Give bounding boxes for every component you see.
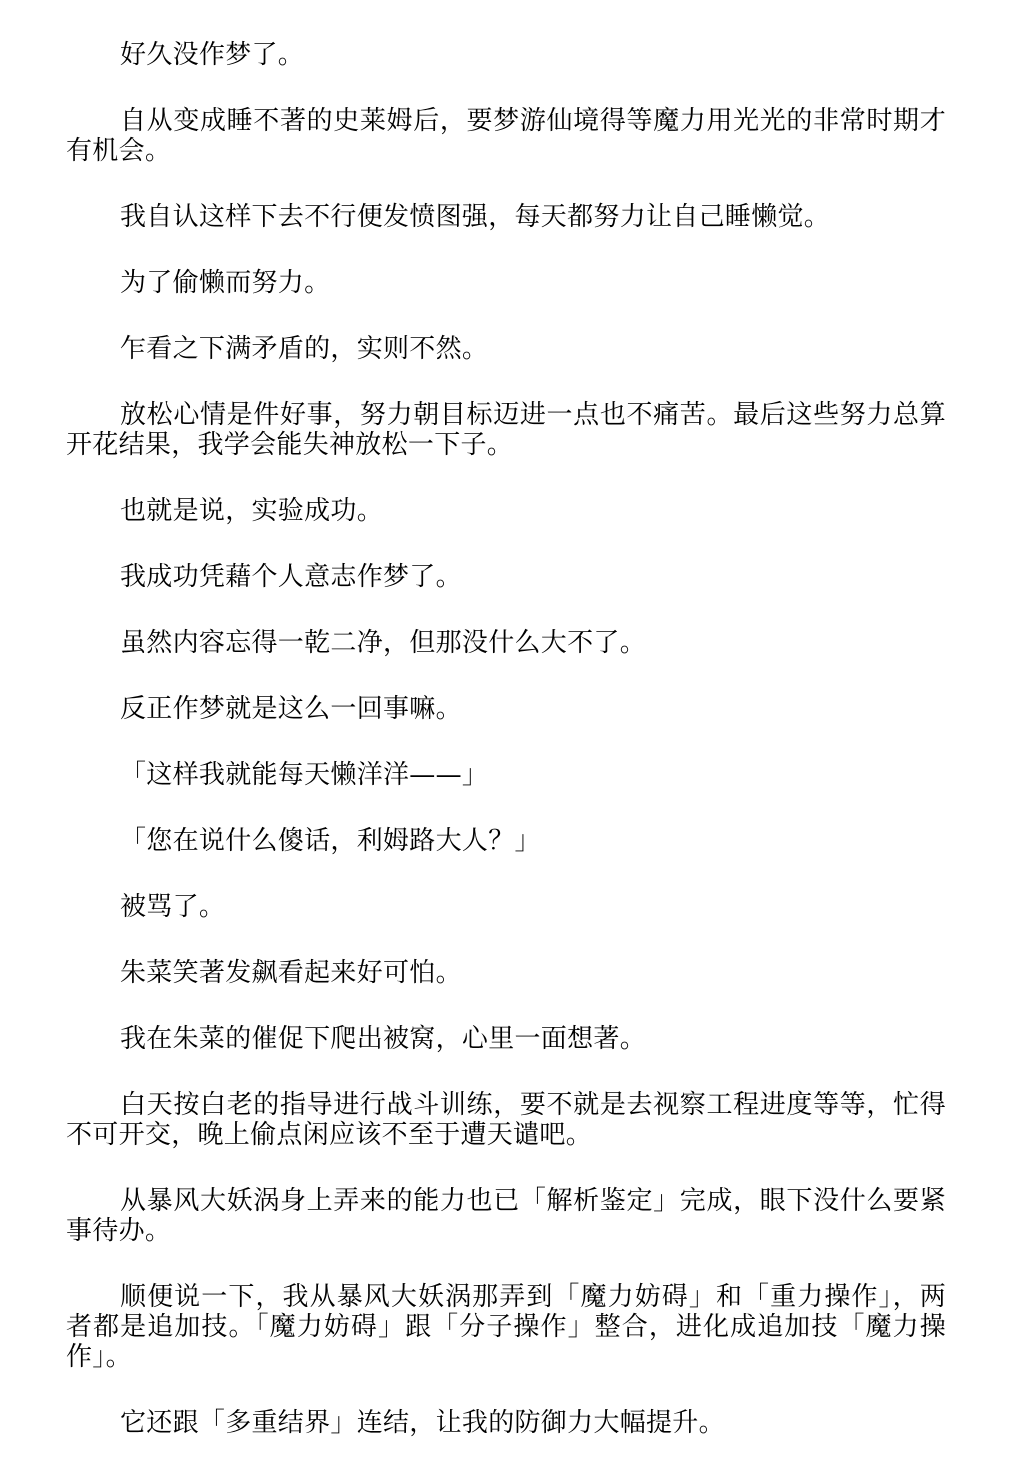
paragraph-1: 好久没作梦了。: [120, 40, 305, 70]
paragraph-18: 顺便说一下，我从暴风大妖涡那弄到「魔力妨碍」和「重力操作」，两者都是追加技。「魔力妨碍」跟「分子操作」整合，进化成追加技「魔力操作」。: [66, 1282, 946, 1372]
paragraph-4: 为了偷懒而努力。: [120, 268, 331, 298]
document-page: [66, 40, 946, 1474]
paragraph-8: 我成功凭藉个人意志作梦了。: [120, 562, 462, 592]
paragraph-15: 我在朱菜的催促下爬出被窝，心里一面想著。: [120, 1024, 647, 1054]
paragraph-6: 放松心情是件好事，努力朝目标迈进一点也不痛苦。最后这些努力总算开花结果，我学会能失神放松一下子。: [66, 400, 946, 460]
paragraph-7: 也就是说，实验成功。: [120, 496, 384, 526]
paragraph-3: 我自认这样下去不行便发愤图强，每天都努力让自己睡懒觉。: [120, 202, 831, 232]
paragraph-17: 从暴风大妖涡身上弄来的能力也已「解析鉴定」完成，眼下没什么要紧事待办。: [66, 1186, 946, 1246]
paragraph-11: 「这样我就能每天懒洋洋——」: [120, 760, 489, 790]
paragraph-13: 被骂了。: [120, 892, 226, 922]
paragraph-5: 乍看之下满矛盾的，实则不然。: [120, 334, 489, 364]
paragraph-10: 反正作梦就是这么一回事嘛。: [120, 694, 462, 724]
paragraph-2: 自从变成睡不著的史莱姆后，要梦游仙境得等魔力用光光的非常时期才有机会。: [66, 106, 946, 166]
paragraph-12: 「您在说什么傻话，利姆路大人？」: [120, 826, 541, 856]
paragraph-16: 白天按白老的指导进行战斗训练，要不就是去视察工程进度等等，忙得不可开交，晚上偷点闲应该不至于遭天谴吧。: [66, 1090, 946, 1150]
paragraph-14: 朱菜笑著发飙看起来好可怕。: [120, 958, 462, 988]
paragraph-19: 它还跟「多重结界」连结，让我的防御力大幅提升。: [120, 1408, 725, 1438]
paragraph-9: 虽然内容忘得一乾二净，但那没什么大不了。: [120, 628, 647, 658]
